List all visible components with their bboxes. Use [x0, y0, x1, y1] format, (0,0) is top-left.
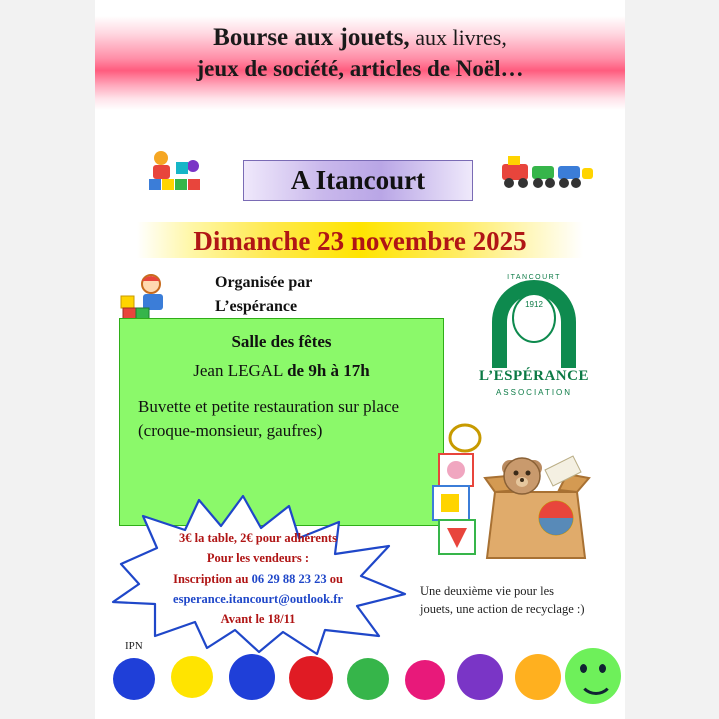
dot-7	[457, 654, 503, 700]
toy-blocks-icon	[143, 148, 213, 196]
toys-box-illustration	[425, 420, 610, 565]
event-date: Dimanche 23 novembre 2025	[193, 226, 527, 256]
organiser-line2: L’espérance	[215, 298, 298, 315]
registration-prefix: Inscription au	[173, 571, 252, 586]
rainbow-arch-icon	[464, 272, 604, 372]
price-info-text	[103, 528, 413, 629]
dot-4	[289, 656, 333, 700]
footer-code: IPN	[125, 640, 143, 652]
dot-6	[405, 660, 445, 700]
title-second-line: jeux de société, articles de Noël…	[196, 56, 524, 81]
venue-hours: de 9h à 17h	[287, 361, 370, 380]
location-label: A Itancourt	[290, 165, 426, 195]
dot-8	[515, 654, 561, 700]
venue-hall: Salle des fêtes	[231, 332, 332, 351]
phone-number: 06 29 88 23 23	[251, 571, 327, 586]
sellers-line: Pour les vendeurs :	[206, 551, 310, 566]
title-main: Bourse aux jouets,	[213, 24, 410, 51]
location-box	[243, 160, 473, 201]
dot-3	[229, 654, 275, 700]
dot-5	[347, 658, 389, 700]
logo-name: L’ESPÉRANCE	[479, 368, 589, 384]
toy-train-icon	[500, 150, 595, 198]
venue-name-hours	[120, 361, 443, 381]
smiley-face-icon	[565, 648, 621, 704]
poster-page	[95, 0, 625, 719]
logo-subtitle: ASSOCIATION	[495, 388, 573, 397]
color-dots-row	[113, 648, 625, 708]
title-main-rest: aux livres,	[409, 25, 507, 50]
organiser-block	[215, 271, 465, 319]
deadline-line: Avant le 18/11	[220, 612, 296, 626]
association-logo	[464, 272, 604, 407]
price-starburst	[103, 490, 413, 655]
email-address[interactable]: esperance.itancourt@outlook.fr	[173, 591, 343, 606]
refreshments-text: Buvette et petite restauration sur place (croque-monsieur, gaufres)	[138, 397, 400, 441]
registration-suffix: ou	[326, 571, 343, 586]
recycling-note: Une deuxième vie pour les jouets, une action de recyclage :)	[420, 584, 585, 617]
logo-top-text: ITANCOURT	[507, 274, 561, 281]
poster-title	[95, 22, 625, 83]
organiser-line1: Organisée par	[215, 274, 313, 291]
child-playing-icon	[117, 272, 177, 322]
logo-year: 1912	[525, 300, 543, 309]
dot-2	[171, 656, 213, 698]
registration-line	[103, 569, 413, 589]
price-line: 3€ la table, 2€ pour adhérents	[179, 531, 337, 545]
dot-1	[113, 658, 155, 700]
venue-name: Jean LEGAL	[193, 361, 288, 380]
